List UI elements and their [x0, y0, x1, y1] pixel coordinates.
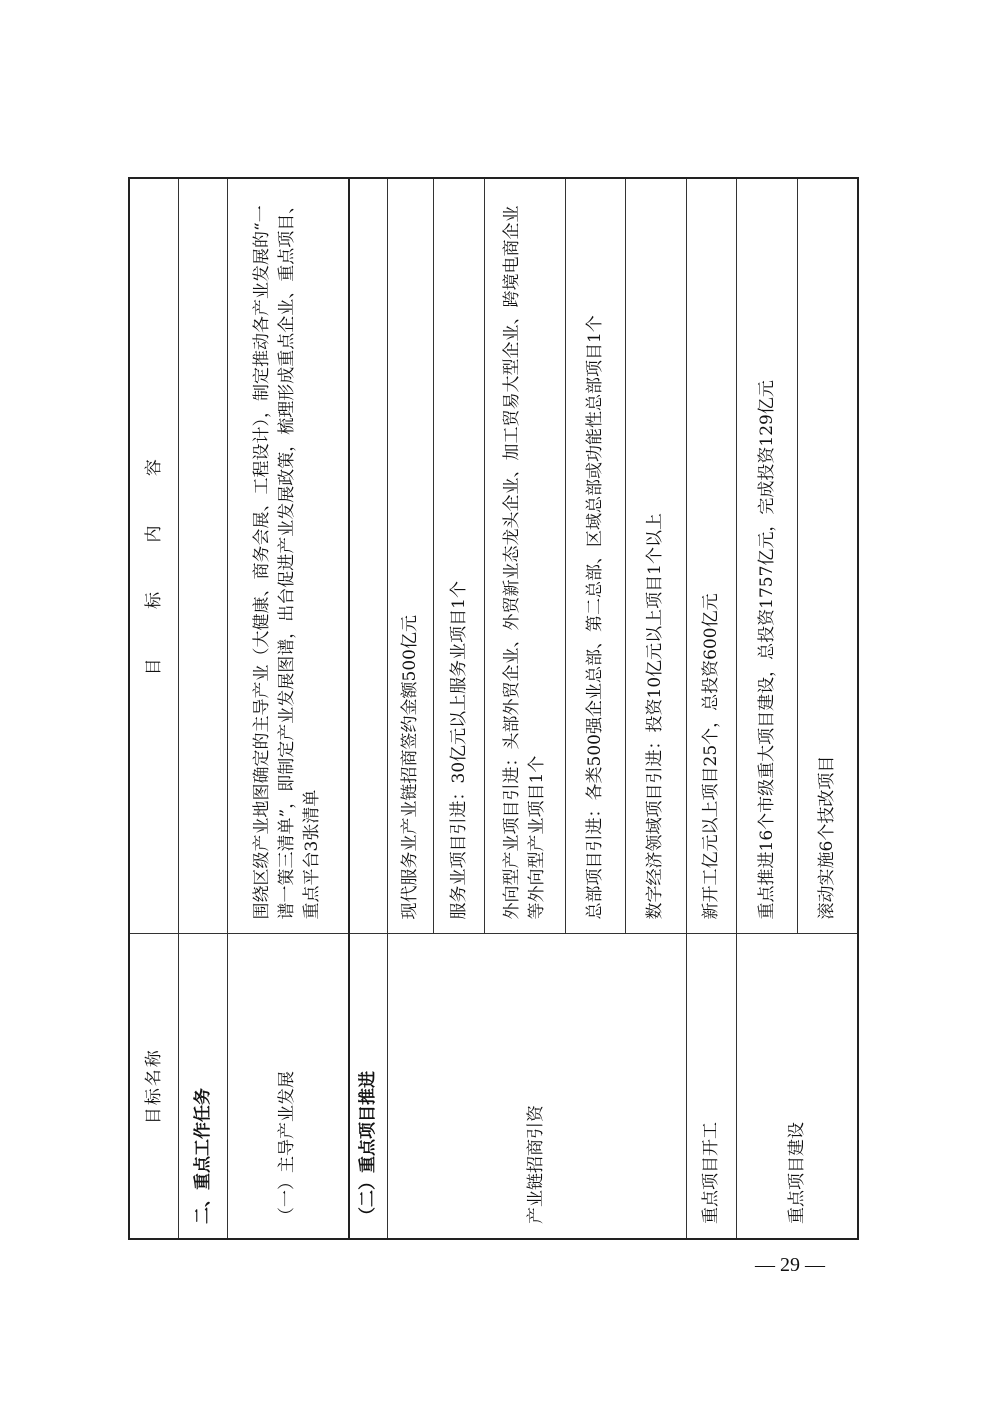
- row-name-project-construction: 重点项目建设: [737, 934, 858, 1239]
- row-name-project-start: 重点项目开工: [686, 934, 736, 1239]
- header-target-name: 目标名称: [129, 934, 179, 1239]
- rotated-table-wrapper: [128, 179, 859, 1240]
- row-name-chain-investment: 产业链招商引资: [387, 934, 686, 1239]
- targets-table: [128, 177, 859, 1240]
- row-content-chain-item: 数字经济领域项目引进：投资10亿元以上项目1个以上: [626, 178, 687, 934]
- page-number: — 29 —: [755, 1254, 825, 1276]
- row-content-construction-item: 滚动实施6个技改项目: [797, 178, 858, 934]
- row-name-leading-industry: （一）主导产业发展: [227, 934, 348, 1239]
- section-empty-cell: [349, 178, 388, 934]
- section-empty-cell: [179, 178, 227, 934]
- row-content-chain-item: 现代服务业产业链招商签约金额500亿元: [387, 178, 433, 934]
- row-content-project-start: 新开工亿元以上项目25个，总投资600亿元: [686, 178, 736, 934]
- row-content-chain-item: 总部项目引进：各类500强企业总部、第二总部、区域总部或功能性总部项目1个: [565, 178, 626, 934]
- section-title-key-projects: （二）重点项目推进: [349, 934, 388, 1239]
- row-content-chain-item: 服务业项目引进：30亿元以上服务业项目1个: [434, 178, 484, 934]
- row-content-leading-industry: 围绕区级产业地图确定的主导产业（大健康、商务会展、工程设计），制定推动各产业发展的“一谱一策三清单”，即制定产业发展图谱，出台促进产业发展政策，梳理形成重点企业、重点项目、重点平台3张清单: [227, 178, 348, 934]
- section-title-key-tasks: 二、重点工作任务: [179, 934, 227, 1239]
- row-content-construction-item: 重点推进16个市级重大项目建设，总投资1757亿元，完成投资129亿元: [737, 178, 798, 934]
- header-target-content: 目 标 内 容: [129, 178, 179, 934]
- row-content-chain-item: 外向型产业项目引进：头部外贸企业、外贸新业态龙头企业、加工贸易大型企业、跨境电商企业等外向型产业项目1个: [484, 178, 565, 934]
